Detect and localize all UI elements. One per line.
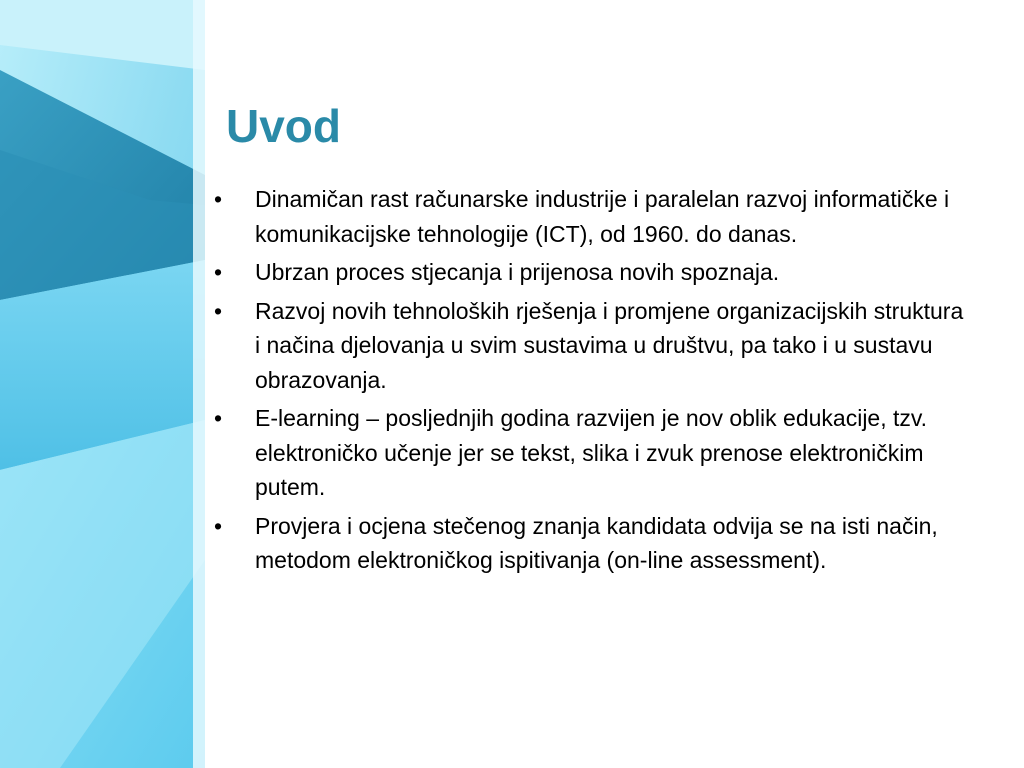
decor-edge-strip [193, 0, 205, 768]
bullet-item [212, 294, 972, 398]
bullet-text: Dinamičan rast računarske industrije i paralelan razvoj informatičke i komunikacijske tehnologije (ICT), od 1960. do danas. [255, 186, 950, 247]
bullet-icon: • [214, 512, 223, 539]
bullet-item [212, 509, 972, 578]
bullet-text: Ubrzan proces stjecanja i prijenosa novih spoznaja. [255, 259, 780, 285]
bullet-item [212, 182, 972, 251]
bullet-item [212, 401, 972, 505]
bullet-icon: • [214, 259, 223, 285]
bullet-text: Provjera i ocjena stečenog znanja kandidata odvija se na isti način, metodom elektroničkog ispitivanja (on-line assessment). [255, 512, 938, 573]
decorative-side-panel [0, 0, 205, 768]
slide-title: Uvod [226, 100, 341, 152]
bullet-icon: • [214, 186, 223, 212]
bullet-list [212, 182, 972, 582]
bullet-icon: • [214, 405, 223, 431]
bullet-icon: • [214, 297, 223, 324]
bullet-text: E-learning – posljednjih godina razvijen je nov oblik edukacije, tzv. elektroničko učenje jer se tekst, slika i zvuk prenose elektroničkim putem. [255, 405, 928, 500]
bullet-item [212, 255, 972, 290]
bullet-text: Razvoj novih tehnoloških rješenja i promjene organizacijskih struktura i načina djelovanja u svim sustavima u društvu, pa tako i u sustavu obrazovanja. [255, 297, 964, 393]
